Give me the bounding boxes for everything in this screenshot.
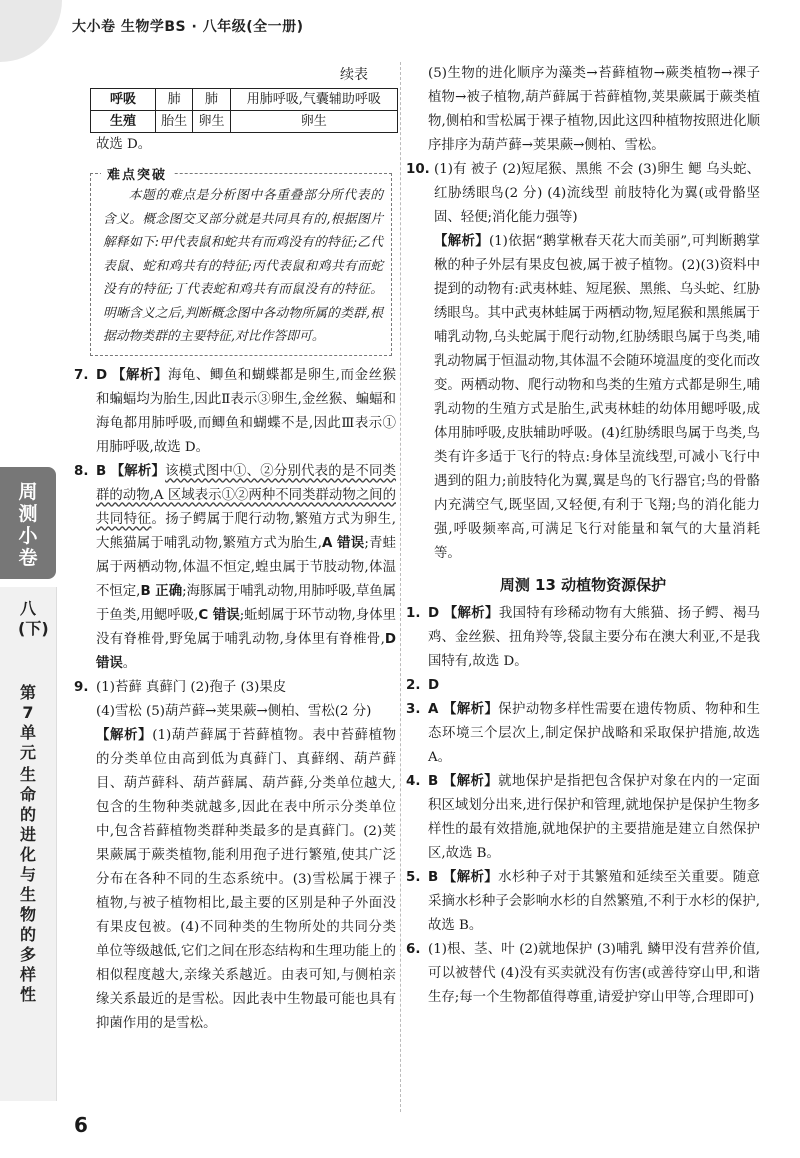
question-7 [74,364,396,460]
section-question-2 [406,674,760,698]
q6-conclusion: 故选 D。 [96,137,152,152]
analysis-tag: 【解析】 [442,774,499,789]
header-title: 大小卷 生物学BS · 八年级(全一册) [72,19,304,35]
option-a-verdict: A 错误 [321,535,365,551]
analysis-text: (1)依据“鹅掌楸春天花大而美丽”,可判断鹅掌楸的种子外层有果皮包被,属于被子植物。(2)(3)资料中提到的动物有:武夷林蛙、短尾猴、黑熊、乌头蛇、红胁绣眼鸟。其中武夷林蛙属于两栖动物,短尾猴和黑熊属于哺乳动物,乌头蛇属于爬行动物,红胁绣眼鸟属于鸟类,哺乳动物属于恒温动物,其体温不会随环境温度的变化而改变。两栖动物、爬行动物和鸟类的生殖方式都是卵生,哺乳动物的生殖方式是胎生,武夷林蛙的幼体用鳃呼吸,成体用肺呼吸,皮肤辅助呼吸。(4)红胁绣眼鸟属于鸟类,鸟类有许多适于飞行的特点:身体呈流线型,可减小飞行中遇到的阻力;前肢特化为翼,翼是鸟的飞行器官;鸟的骨骼内充满空气,既坚固,又轻便,有利于飞翔;鸟的消化能力强,呼吸频率高,可满足飞行对能量和氧气的大量消耗等。 [434,234,760,561]
side-tab-unit [0,587,57,1101]
answer: B [96,463,107,479]
table-cell: 用肺呼吸,气囊辅助呼吸 [230,89,397,111]
question-number: 2. [406,678,421,693]
tip-text: 本题的难点是分析图中各重叠部分所代表的含义。概念图交叉部分就是共同具有的,根据图片解释如下:甲代表鼠和蛇共有而鸡没有的特征;乙代表鼠、蛇和鸡共有的特征;丙代表鼠和鸡共有而蛇没有的特征;丁代表蛇和鸡共有而鼠没有的特征。明晰含义之后,判断概念图中各动物所属的类群,根据动物类群的主要特征,对比作答即可。 [103,188,383,344]
analysis-text: 我国特有珍稀动物有大熊猫、扬子鳄、褐马鸡、金丝猴、扭角羚等,袋鼠主要分布在澳大利亚,不是我国特有,故选 D。 [428,606,760,669]
table-cell: 呼吸 [91,89,156,111]
analysis-text: 就地保护是指把包含保护对象在内的一定面积区域划分出来,进行保护和管理,就地保护是保护生物多样性的最有效措施,就地保护的主要措施是建立自然保护区,故选 B。 [428,774,761,861]
analysis-tag: 【解析】 [96,727,153,743]
analysis-text: (1)葫芦藓属于苔藓植物。表中苔藓植物的分类单位由高到低为真藓门、真藓纲、葫芦藓目、葫芦藓科、葫芦藓属、葫芦藓,分类单位越大,包含的生物种类就越多,因此在表中所示分类单位中,包含苔藓植物类群种类最多的是真藓门。(2)荚果蕨属于蕨类植物,能利用孢子进行繁殖,使其广泛分布在各种不同的生态系统中。(3)雪松属于裸子植物,与被子植物相比,最主要的区别是种子外面没有果皮包被。(4)不同种类的生物所处的共同分类单位等级越低,它们之间在形态结构和生理功能上的相似程度越大,亲缘关系越近。由表可知,与侧柏亲缘关系最近的是雪松。因此表中生物最可能也具有抑菌作用的是雪松。 [96,727,397,1031]
answer-line-2: (4)雪松 (5)葫芦藓→荚果蕨→侧柏、雪松(2 分) [96,703,372,719]
table-row [91,89,398,111]
table-cell: 卵生 [193,111,230,133]
question-number: 5. [406,870,421,885]
analysis-tag: 【解析】 [442,870,499,885]
table-cell: 肺 [156,89,193,111]
table-cell: 卵生 [230,111,397,133]
tip-title: 难点突破 [101,164,173,183]
analysis-tag: 【解析】 [443,702,499,717]
section-question-3 [406,698,760,770]
question-9 [74,676,396,1036]
section-question-6 [406,938,760,1010]
left-column [74,62,396,1036]
option-b-verdict: B 正确 [140,583,183,599]
side-tab [0,467,56,1101]
question-number: 6. [406,942,421,957]
question-10 [406,158,760,566]
topic-label: 生命的进化与生物的多样性 [19,765,36,1004]
table-cell: 肺 [193,89,230,111]
analysis-text: 。 [122,655,137,671]
underlined-text: 该模式图中①、②分别代表的是不同类群的动物,A 区域表示①②两种不同类群动物之间的共同特征 [96,463,397,527]
analysis-tag: 【解析】 [111,367,168,383]
answer: (1)根、茎、叶 (2)就地保护 (3)哺乳 鳞甲没有营养价值,可以被替代 (4)没有买卖就没有伤害(或善待穿山甲,和谐生存;每一个生物都值得尊重,请爱护穿山甲等,合理即可) [428,942,760,1005]
question-number: 10. [406,162,430,177]
section-title: 周测 13 动植物资源保护 [499,576,667,594]
grade-label: 八(下) [18,599,49,638]
question-number: 8. [74,463,89,479]
analysis-tag: 【解析】 [434,234,489,249]
table-row [91,111,398,133]
section-question-4 [406,770,760,866]
question-number: 9. [74,679,89,695]
question-number: 1. [406,606,421,621]
analysis-text: ;蚯蚓属于环节动物,身体里没有脊椎骨,野兔属于哺乳动物,身体里有脊椎骨, [96,607,396,647]
answer: D [96,367,108,383]
analysis-text: 海龟、鲫鱼和蝴蝶都是卵生,而金丝猴和蝙蝠均为胎生,因此Ⅱ表示③卵生,金丝猴、蝙蝠和海龟都用肺呼吸,而鲫鱼和蝴蝶不是,因此Ⅲ表示①用肺呼吸,故选 D。 [96,367,396,455]
side-tab-text: 周测小卷 [18,481,38,569]
table-caption: 续表 [340,67,368,83]
analysis-text: 水杉种子对于其繁殖和延续至关重要。随意采摘水杉种子会影响水杉的自然繁殖,不利于水杉的保护,故选 B。 [428,870,761,933]
answer: B [428,870,439,885]
analysis-text: ;海豚属于哺乳动物,用肺呼吸,草鱼属于鱼类,用鳃呼吸, [96,583,396,623]
corner-decoration [0,0,62,62]
column-divider [400,62,401,1112]
answer: D [428,606,440,621]
tip-box [90,168,392,356]
question-number: 3. [406,702,421,717]
analysis-text: 保护动物多样性需要在遗传物质、物种和生态环境三个层次上,制定保护战略和采取保护措施,故选 A。 [428,702,761,765]
q9-continued: (5)生物的进化顺序为藻类→苔藓植物→蕨类植物→裸子植物→被子植物,葫芦藓属于苔藓植物,荚果蕨属于蕨类植物,侧柏和雪松属于裸子植物,因此这四种植物按照进化顺序排序为葫芦藓→荚果蕨→侧柏、雪松。 [428,66,760,153]
right-column [406,62,760,1010]
table-cell: 生殖 [91,111,156,133]
unit-label: 第7单元 [19,683,36,762]
option-d-verdict: D 错误 [96,631,396,671]
option-c-verdict: C 错误 [198,607,240,623]
answer: A [428,702,439,717]
page-number: 6 [74,1113,88,1137]
answer-line-1: (1)苔藓 真藓门 (2)孢子 (3)果皮 [96,679,287,695]
answer: B [428,774,439,789]
question-8 [74,460,396,676]
section-question-1 [406,602,760,674]
table-cell: 胎生 [156,111,193,133]
analysis-text: ;青蛙属于两栖动物,体温不恒定,蝗虫属于节肢动物,体温不恒定, [96,535,396,599]
question-number: 7. [74,367,89,383]
comparison-table [90,88,398,133]
analysis-tag: 【解析】 [443,606,499,621]
question-number: 4. [406,774,421,789]
analysis-tag: 【解析】 [110,463,166,479]
answer: (1)有 被子 (2)短尾猴、黑熊 不会 (3)卵生 鳃 乌头蛇、红胁绣眼鸟(2 分) (4)流线型 前肢特化为翼(或骨骼坚固、轻便;消化能力强等) [434,162,760,225]
side-tab-label [0,467,56,579]
analysis-text: 。扬子鳄属于爬行动物,繁殖方式为卵生,大熊猫属于哺乳动物,繁殖方式为胎生, [96,511,397,551]
section-question-5 [406,866,760,938]
answer: D [428,678,440,693]
